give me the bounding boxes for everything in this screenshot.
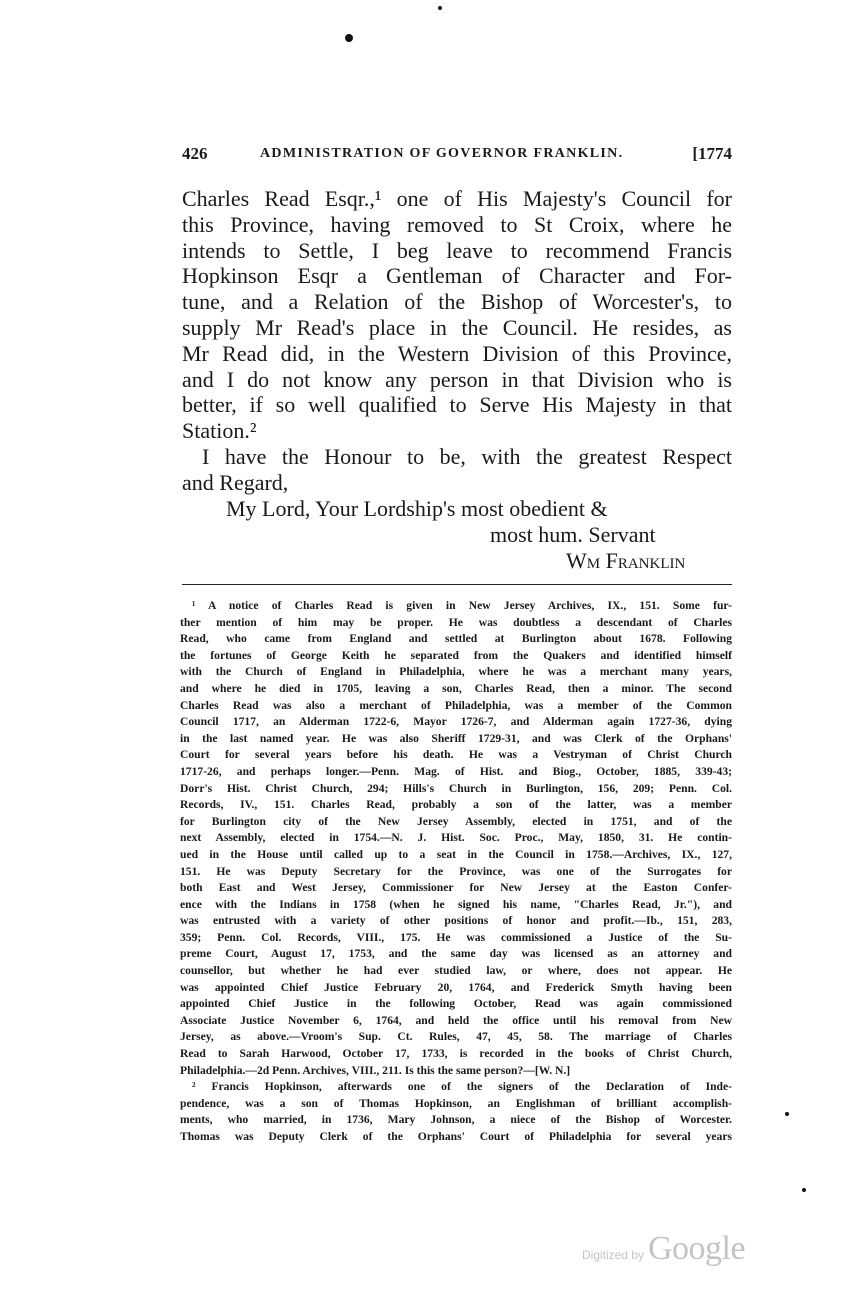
body-line: Station.² xyxy=(182,418,257,444)
footnote-line: Read to Sarah Harwood, October 17, 1733, is recorded in the books of Christ Church, xyxy=(180,1047,732,1061)
body-line: Charles Read Esqr.,¹ one of His Majesty's Council for xyxy=(182,186,732,211)
closing-salutation: My Lord, Your Lordship's most obedient & xyxy=(226,496,608,521)
footnote-line: Charles Read was also a merchant of Philadelphia, was a member of the Common xyxy=(180,698,732,712)
footnote-line: counsellor, but whether he had ever studied law, or where, does not appear. He xyxy=(180,964,732,978)
footnote-line: Council 1717, an Alderman 1722-6, Mayor 1726-7, and Alderman again 1727-36, dying xyxy=(180,715,732,729)
footnote-line: Associate Justice November 6, 1764, and held the office until his removal from New xyxy=(180,1013,732,1027)
body-line: supply Mr Read's place in the Council. He resides, as xyxy=(182,314,732,340)
body-line: intends to Settle, I beg leave to recommend Francis xyxy=(182,237,732,263)
footnote-line: 151. He was Deputy Secretary for the Province, was one of the Surrogates for xyxy=(180,864,732,878)
footnote-line: pendence, was a son of Thomas Hopkinson, an Englishman of brilliant accomplish- xyxy=(180,1096,732,1110)
footnote-line: Philadelphia.—2d Penn. Archives, VIII., 211. Is this the same person?—[W. N.] xyxy=(180,1063,571,1077)
signature: Wm Franklin xyxy=(566,548,686,573)
footnote-divider xyxy=(182,584,732,585)
footnote-line: ther mention of him may be proper. He was doubtless a descendant of Charles xyxy=(180,615,732,629)
footnote-line: ments, who married, in 1736, Mary Johnson, a niece of the Bishop of Worcester. xyxy=(180,1113,732,1127)
body-line: better, if so well qualified to Serve His Majesty in that xyxy=(182,392,732,418)
footnote-line: was appointed Chief Justice February 20, 1764, and Frederick Smyth having been xyxy=(180,980,732,994)
footnote-line: the fortunes of George Keith he separated from the Quakers and identified himself xyxy=(180,648,732,662)
footnote-line: Read, who came from England and settled at Burlington about 1678. Following xyxy=(180,632,732,646)
body-line: Hopkinson Esqr a Gentleman of Character and For- xyxy=(182,263,732,289)
ink-speck xyxy=(438,6,442,10)
ink-speck xyxy=(802,1188,806,1192)
footnote-line: ¹ A notice of Charles Read is given in New Jersey Archives, IX., 151. Some fur- xyxy=(192,599,732,612)
ink-speck xyxy=(785,1112,789,1116)
running-title: ADMINISTRATION OF GOVERNOR FRANKLIN. xyxy=(260,146,624,161)
header-year: [1774 xyxy=(692,144,732,163)
footnote-line: Dorr's Hist. Christ Church, 294; Hills's Church in Burlington, 156, 209; Penn. Col. xyxy=(180,781,732,795)
footnote-line: Jersey, as above.—Vroom's Sup. Ct. Rules, 47, 45, 58. The marriage of Charles xyxy=(180,1030,732,1044)
body-line: Mr Read did, in the Western Division of this Province, xyxy=(182,340,732,366)
footnote-line: appointed Chief Justice in the following October, Read was again commissioned xyxy=(180,997,732,1011)
footnote-line: Records, IV., 151. Charles Read, probably a son of the latter, was a member xyxy=(180,798,732,812)
body-line: this Province, having removed to St Croix, where he xyxy=(182,211,732,237)
watermark-prefix: Digitized by xyxy=(582,1248,645,1262)
running-header xyxy=(182,144,732,166)
footnote-line: preme Court, August 17, 1753, and the same day was licensed as an attorney and xyxy=(180,947,732,961)
footnote-line: for Burlington city of the New Jersey Assembly, elected in 1751, and of the xyxy=(180,814,732,828)
footnote-line: was entrusted with a variety of other positions of honor and profit.—Ib., 151, 283, xyxy=(180,914,732,928)
footnotes xyxy=(180,598,732,1146)
footnote-line: 359; Penn. Col. Records, VIII., 175. He was commissioned a Justice of the Su- xyxy=(180,930,732,944)
footnote-line: ence with the Indians in 1758 (when he signed his name, "Charles Read, Jr."), and xyxy=(180,897,732,911)
footnote-line: both East and West Jersey, Commissioner for New Jersey at the Easton Confer- xyxy=(180,881,732,895)
footnote-line: with the Church of England in Philadelphia, where he was a merchant many years, xyxy=(180,665,732,679)
body-line: tune, and a Relation of the Bishop of Worcester's, to xyxy=(182,289,732,315)
footnote-line: Thomas was Deputy Clerk of the Orphans' Court of Philadelphia for several years xyxy=(180,1130,732,1143)
footnote-line: 1717-26, and perhaps longer.—Penn. Mag. of Hist. and Biog., October, 1885, 339-43; xyxy=(180,764,732,778)
footnote-line: ued in the House until called up to a seat in the Council in 1758.—Archives, IX., 127, xyxy=(180,847,732,861)
footnote-line: ² Francis Hopkinson, afterwards one of the signers of the Declaration of Inde- xyxy=(192,1080,732,1094)
footnote-line: Court for several years before his death. He was a Vestryman of Christ Church xyxy=(180,748,732,762)
footnote-line: next Assembly, elected in 1754.—N. J. Hist. Soc. Proc., May, 1850, 31. He contin- xyxy=(180,831,732,845)
body-line: I have the Honour to be, with the greatest Respect xyxy=(202,443,732,469)
digitized-watermark xyxy=(582,1230,752,1270)
closing-servant: most hum. Servant xyxy=(490,522,656,547)
letter-body xyxy=(182,186,732,496)
page-number: 426 xyxy=(182,144,208,163)
ink-speck xyxy=(345,34,353,42)
footnote-line: in the last named year. He was also Sheriff 1729-31, and was Clerk of the Orphans' xyxy=(180,731,732,745)
google-logo: Google xyxy=(648,1230,746,1267)
body-line: and I do not know any person in that Division who is xyxy=(182,366,732,392)
footnote-line: and where he died in 1705, leaving a son, Charles Read, then a minor. The second xyxy=(180,681,732,695)
body-line: and Regard, xyxy=(182,469,289,495)
